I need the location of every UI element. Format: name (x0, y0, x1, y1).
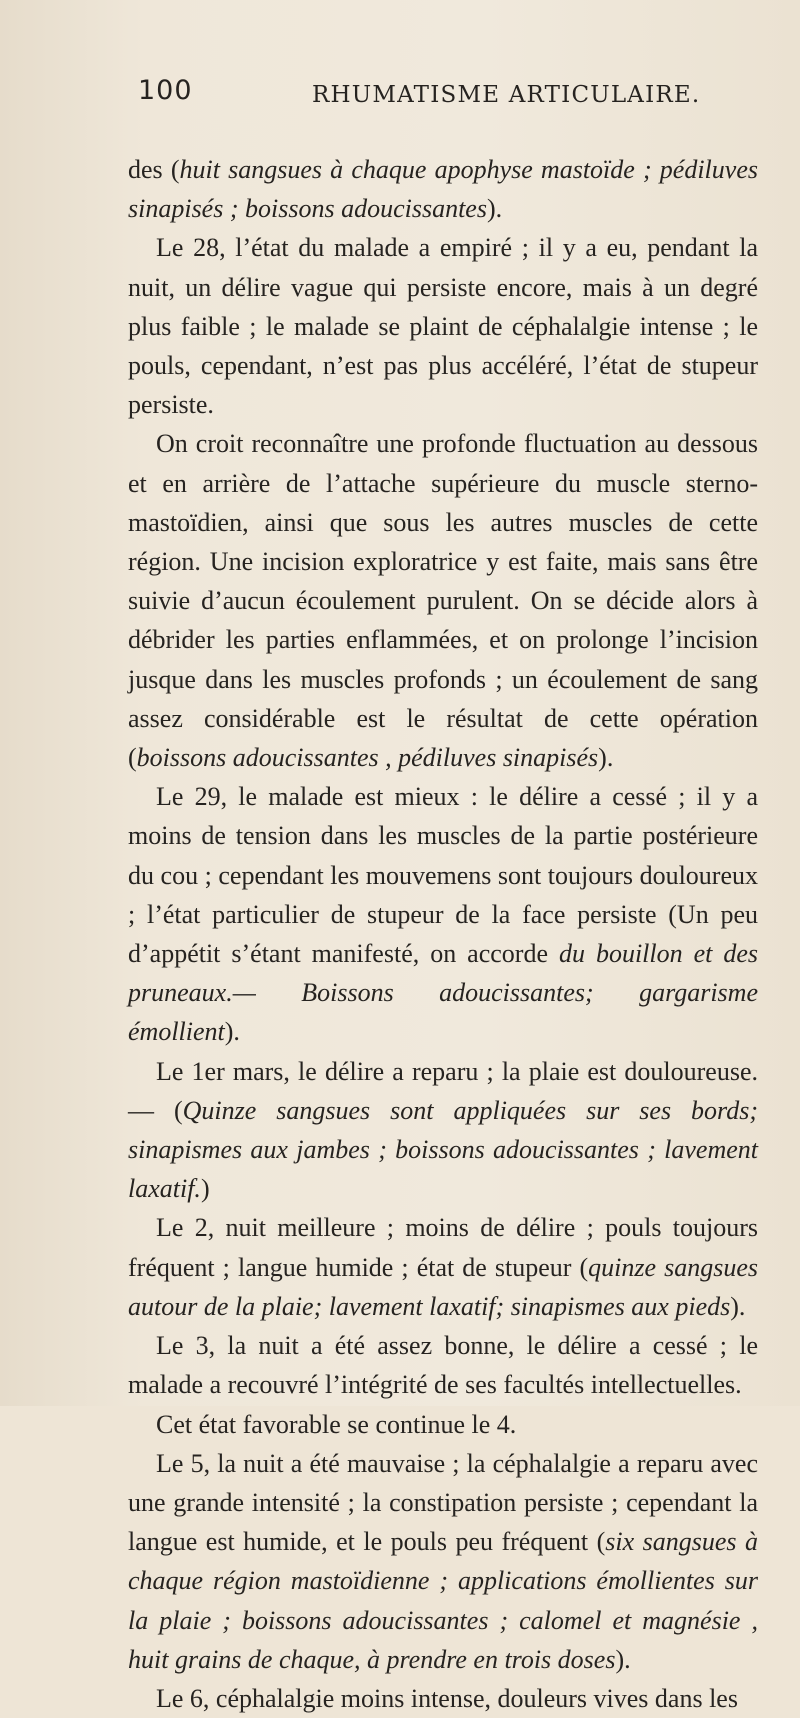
paragraph-italic-text: Quinze sangsues sont appliquées sur ses bords; sinapismes aux jambes ; boissons adoucissantes ; lavement laxatif. (128, 1095, 758, 1204)
paragraph-text: Le 29, le malade est mieux : le délire a cessé ; il y a moins de tension dans les muscles de la partie postérieure du cou ; cependant les mouvemens sont toujours douloureux ; l’état particulier de stupeur de la face persiste (Un peu d’appétit s’étant manifesté, on accorde (128, 782, 758, 969)
paragraph-italic-text: six sangsues à chaque région mastoïdienne ; applications émollientes sur la plaie ; boissons adoucissantes ; calomel et magnésie , huit grains de chaque, à prendre en trois doses (128, 1527, 758, 1674)
paragraph-italic-text: du bouillon et des pruneaux.— Boissons adoucissantes; gargarisme émollient (128, 939, 759, 1047)
paragraph-text: ). (615, 1644, 631, 1674)
paragraph-3 (128, 424, 758, 777)
paragraph-text: Le 1er mars, le délire a reparu ; la plaie est douloureuse. — ( (128, 1056, 758, 1125)
paragraph-text: Le 6, céphalalgie moins intense, douleurs vives dans les (156, 1683, 738, 1713)
page-number: 100 (138, 75, 193, 106)
paragraph-10 (128, 1679, 758, 1718)
paragraph-5 (128, 1052, 758, 1209)
paragraph-text: Le 28, l’état du malade a empiré ; il y a eu, pendant la nuit, un délire vague qui persiste encore, mais à un degré plus faible ; le malade se plaint de céphalalgie intense ; le pouls, cependant, n’est pas plus accéléré, l’état de stupeur persiste. (128, 233, 758, 420)
paragraph-text: Le 3, la nuit a été assez bonne, le délire a cessé ; le malade a recouvré l’intégrité de ses facultés intellectuelles. (128, 1331, 758, 1400)
paragraph-text: ). (730, 1291, 746, 1321)
paragraph-6 (128, 1208, 758, 1326)
paragraph-text: Cet état favorable se continue le 4. (156, 1409, 517, 1439)
paragraph-text: ). (224, 1017, 240, 1047)
paragraph-italic-text: quinze sangsues autour de la plaie; lavement laxatif; sinapismes aux pieds (128, 1252, 758, 1321)
paragraph-9 (128, 1444, 758, 1679)
paragraph-text: ). (598, 743, 614, 773)
paragraph-text: Le 2, nuit meilleure ; moins de délire ; pouls toujours fréquent ; langue humide ; état de stupeur ( (128, 1213, 758, 1282)
paragraph-text: On croit reconnaître une profonde fluctuation au dessous et en arrière de l’attache supérieure du muscle sterno-mastoïdien, ainsi que sous les autres muscles de cette région. Une incision exploratrice y est faite, mais sans être suivie d’aucun écoulement purulent. On se décide alors à débrider les parties enflammées, et on prolonge l’incision jusque dans les muscles profonds ; un écoulement de sang assez considérable est le résultat de cette opération ( (128, 429, 758, 773)
paragraph-2 (128, 228, 758, 424)
running-head (128, 0, 750, 108)
paragraph-italic-text: huit sangsues à chaque apophyse mastoïde ; pédiluves sinapisés ; boissons adoucissantes (128, 155, 758, 224)
paragraph-7 (128, 1326, 758, 1404)
paragraph-text: Le 5, la nuit a été mauvaise ; la céphalalgie a reparu avec une grande intensité ; la constipation persiste ; cependant la langue est humide, et le pouls peu fréquent ( (128, 1448, 758, 1557)
paragraph-4 (128, 777, 758, 1051)
paragraph-text: des ( (128, 155, 180, 184)
running-title: RHUMATISME ARTICULAIRE. (312, 82, 701, 108)
paragraph-text: ). (486, 194, 503, 224)
paragraph-8 (128, 1405, 758, 1444)
main-text (128, 150, 758, 1718)
paragraph-text: ) (200, 1174, 210, 1204)
paragraph-italic-text: boissons adoucissantes , pédiluves sinapisés (136, 743, 599, 773)
paragraph-1 (128, 150, 758, 228)
